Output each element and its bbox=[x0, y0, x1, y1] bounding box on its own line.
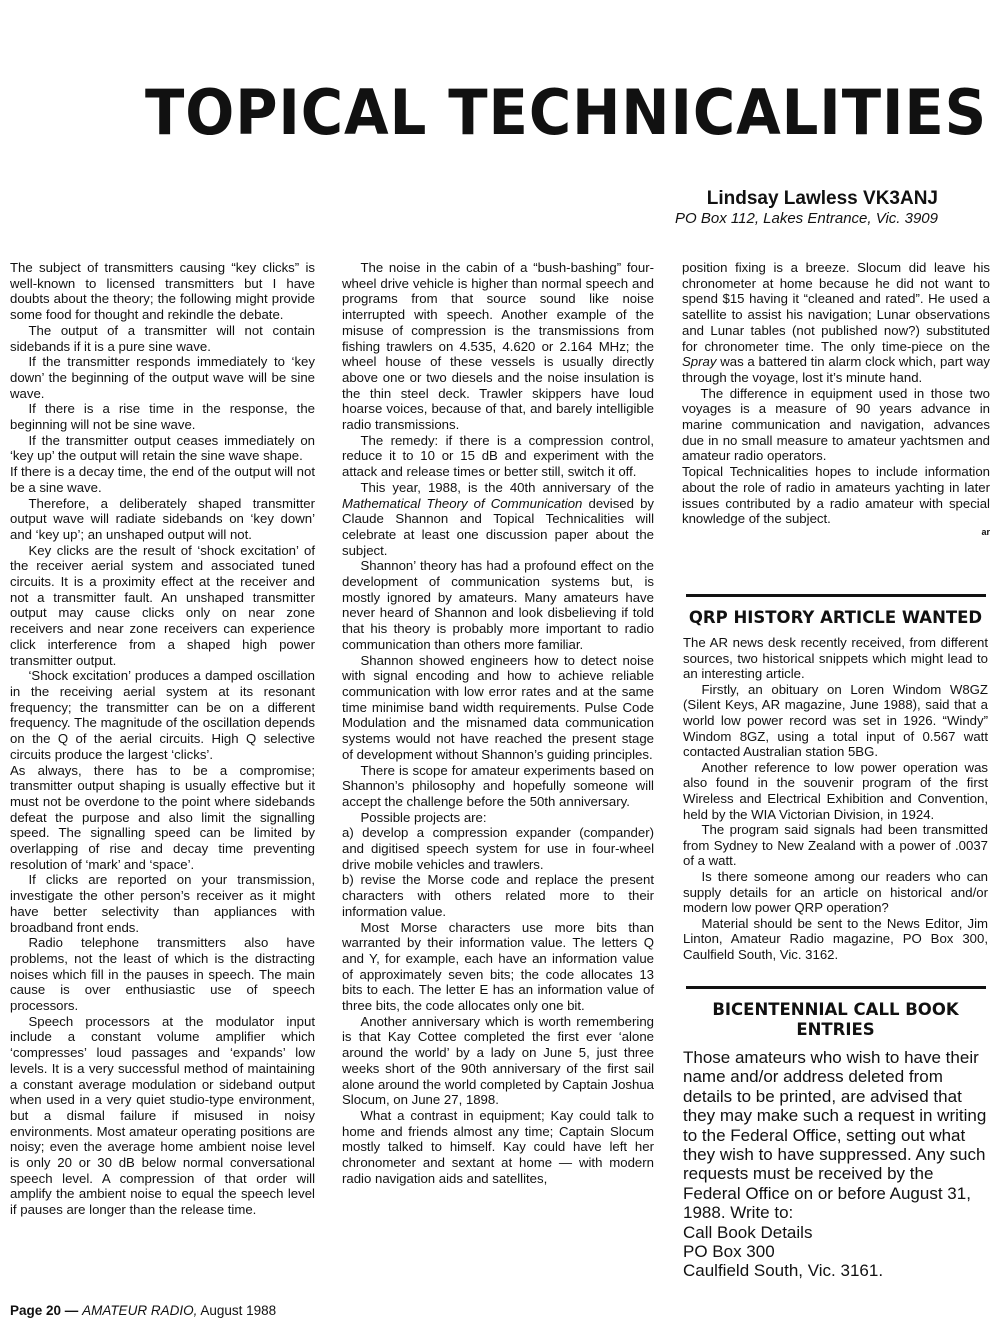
paragraph: If there is a rise time in the response, the beginning will not be sine wave. bbox=[10, 401, 315, 433]
page-title: TOPICAL TECHNICALITIES bbox=[145, 76, 988, 149]
publication-name: AMATEUR RADIO, bbox=[82, 1303, 198, 1318]
paragraph: The noise in the cabin of a “bush-bashing” four-wheel drive vehicle is higher than normal speech and programs from that source sound like noise interrupted with speech. Another example of the misuse of compression is the transmissions from fishing trawlers on 4.535, 4.620 or 2.164 MHz; the wheel house of these vessels is usually directly above one or two diesels and the noise insulation is the thin steel deck. Trawler skippers have loud hoarse voices, because of that, and barely intelligible radio transmissions. bbox=[342, 260, 654, 433]
callbook-heading: BICENTENNIAL CALL BOOK ENTRIES bbox=[712, 1000, 959, 1039]
page-number: Page 20 — bbox=[10, 1303, 79, 1318]
qrp-history-box bbox=[683, 608, 988, 962]
paragraph: The difference in equipment used in those two voyages is a measure of 90 years advance in marine communication and navigation, advances due in no small measure to amateur yachtsmen and amateur radio operators. bbox=[682, 385, 990, 464]
paragraph bbox=[342, 480, 654, 559]
callbook-text: Those amateurs who wish to have their name and/or address deleted from details to be printed, are advised that they may make such a request in writing to the Federal Office, setting out what they wish to have suppressed. Any such requests must be received by the Federal Office on or before August 31, 1988. Write to: bbox=[683, 1048, 987, 1223]
issue-date: August 1988 bbox=[200, 1303, 277, 1318]
section-divider bbox=[686, 986, 986, 989]
paragraph: If the transmitter responds immediately to ‘key down’ the beginning of the output wave will be sine wave. bbox=[10, 354, 315, 401]
paragraph: Is there someone among our readers who can supply details for an article on historical and/or modern low power QRP operation? bbox=[683, 868, 988, 916]
callbook-address-line: PO Box 300 bbox=[683, 1242, 775, 1262]
callbook-address-line: Caulfield South, Vic. 3161. bbox=[683, 1261, 884, 1281]
section-divider bbox=[686, 594, 986, 597]
text-run: was a battered tin alarm clock which, part way through the voyage, lost it’s minute hand. bbox=[682, 354, 990, 385]
callbook-box bbox=[683, 1000, 988, 1281]
paragraph: Radio telephone transmitters also have problems, not the least of which is the distracting noises which fill in the pauses in speech. The main cause is over enthusiastic use of speech processors. bbox=[10, 935, 315, 1014]
text-run: time-piece on the bbox=[882, 338, 990, 354]
paragraph: position fixing is a breeze. Slocum did leave his chronometer at home because he did not want to spend $15 having it “cleaned and rated”. He used a satellite to assist his navigation; Lunar observations and Lunar tables (not published now?) substituted for chronometer time. The only time-piece on the Spray was a battered tin alarm clock which, part way through the voyage, lost it’s minute hand. bbox=[682, 260, 990, 385]
italic-title: Mathematical Theory of Communication bbox=[342, 495, 583, 511]
paragraph: There is scope for amateur experiments based on Shannon’s philosophy and hopefully someone will accept the challenge before the 50th anniversary. bbox=[342, 762, 654, 809]
paragraph: If there is a decay time, the end of the output will not be a sine wave. bbox=[10, 464, 315, 495]
paragraph: Most Morse characters use more bits than warranted by their information value. The letters Q and Y, for example, each have an information value of approximately seven bits; the code allocates 13 bits to each. The letter E has an information value of three bits, the code allocates only one bit. bbox=[342, 919, 654, 1014]
article-column-3 bbox=[682, 260, 990, 537]
paragraph: Topical Technicalities hopes to include information about the role of radio in amateurs yachting in later issues contributed by a radio amateur with special knowledge of the subject. bbox=[682, 464, 990, 527]
paragraph: The output of a transmitter will not contain sidebands if it is a pure sine wave. bbox=[10, 322, 315, 354]
italic-ship-name: Spray bbox=[682, 354, 717, 370]
author-address: PO Box 112, Lakes Entrance, Vic. 3909 bbox=[675, 210, 938, 227]
article-column-2 bbox=[342, 260, 654, 1186]
paragraph: Therefore, a deliberately shaped transmitter output wave will radiate sidebands on ‘key down’ and ‘key up’; an unshaped output will not. bbox=[10, 495, 315, 542]
paragraph: If the transmitter output ceases immediately on ‘key up’ the output will retain the sine wave shape. bbox=[10, 432, 315, 464]
end-mark: ar bbox=[981, 526, 990, 537]
text-run: This year, 1988, is the 40th anniversary of the bbox=[360, 479, 654, 495]
paragraph: Another reference to low power operation was also found in the souvenir program of the first Wireless and Electrical Exhibition and Convention, held by the WIA Victorian Division, in 1924. bbox=[683, 759, 988, 822]
paragraph: Another anniversary which is worth remembering is that Kay Cottee completed the first ever ‘alone around the world’ by a lady on June 5, just three weeks short of the 90th anniversary of the first sail alone around the world completed by Captain Joshua Slocum, on June 27, 1898. bbox=[342, 1013, 654, 1108]
paragraph: Material should be sent to the News Editor, Jim Linton, Amateur Radio magazine, PO Box 300, Caulfield South, Vic. 3162. bbox=[683, 915, 988, 962]
article-column-1 bbox=[10, 260, 315, 1218]
text-run: devised by Claude Shannon and Topical Technicalities will celebrate at least one discussion paper about the subject. bbox=[342, 495, 654, 558]
qrp-heading: QRP HISTORY ARTICLE WANTED bbox=[688, 608, 983, 627]
paragraph: ‘Shock excitation’ produces a damped oscillation in the receiving aerial system at its resonant frequency; the transmitter can be on a different frequency. The magnitude of the oscillation depends on the Q of the aerial circuits. High Q selective circuits produce the largest ‘clicks’. bbox=[10, 668, 315, 762]
paragraph: If clicks are reported on your transmission, investigate the other person’s receiver as it might have better selectivity than appliances with broadband front ends. bbox=[10, 872, 315, 935]
paragraph: a) develop a compression expander (compander) and digitised speech system for use in four-wheel drive mobile vehicles and trawlers. bbox=[342, 825, 654, 872]
paragraph: As always, there has to be a compromise; transmitter output shaping is usually effective but it must not be overdone to the point where sidebands defeat the purpose and also limit the signalling speed. The signalling speed can be limited by overlapping of rise and decay time preventing resolution of ‘mark’ and ‘space’. bbox=[10, 762, 315, 872]
paragraph: Shannon’ theory has had a profound effect on the development of communication systems but, is mostly ignored by amateurs. Many amateurs have never heard of Shannon and look disbelieving if told that his theory is probably more important to radio communication than others more familiar. bbox=[342, 558, 654, 652]
paragraph: Firstly, an obituary on Loren Windom W8GZ (Silent Keys, AR magazine, June 1988), said that a world low power record was set in 1926. “Windy” Windom 8GZ, using a total input of 0.567 watt contacted Australian station 5BG. bbox=[683, 681, 988, 760]
page-footer bbox=[10, 1302, 276, 1320]
paragraph: What a contrast in equipment; Kay could talk to home and friends almost any time; Captain Slocum mostly talked to himself. Kay could have left her chronometer and sextant at home — with modern radio navigation aids and satellites, bbox=[342, 1107, 654, 1186]
paragraph: Possible projects are: bbox=[360, 809, 487, 825]
paragraph: The program said signals had been transmitted from Sydney to New Zealand with a power of .0037 of a watt. bbox=[683, 822, 988, 869]
author-byline bbox=[675, 188, 938, 228]
author-name: Lindsay Lawless VK3ANJ bbox=[706, 188, 938, 209]
paragraph: Key clicks are the result of ‘shock excitation’ of the receiver aerial system and associated tuned circuits. It is a proximity effect at the receiver and not a transmitter fault. An unshaped transmitter output may cause clicks only on near zone receivers and near zone receivers can experience click interference from a shaped high power transmitter output. bbox=[10, 542, 315, 668]
paragraph: Shannon showed engineers how to detect noise with signal encoding and how to achieve reliable communication with low error rates and at the same time minimise band width requirements. Pulse Code Modulation and the misnamed data communication systems would not have reached the present stage of development without Shannon’s guiding principles. bbox=[342, 652, 654, 762]
paragraph: The subject of transmitters causing “key clicks” is well-known to licensed transmitters but I have doubts about the theory; the following might provide some food for thought and rekindle the debate. bbox=[10, 260, 315, 323]
paragraph: b) revise the Morse code and replace the present characters with others related more to their information value. bbox=[342, 872, 654, 919]
callbook-address-line: Call Book Details bbox=[683, 1222, 813, 1242]
paragraph: The remedy: if there is a compression control, reduce it to 10 or 15 dB and experiment with the attack and release times or better still, switch it off. bbox=[342, 432, 654, 480]
paragraph: The AR news desk recently received, from different sources, two historical snippets which might lead to an interesting article. bbox=[683, 635, 988, 682]
paragraph: Speech processors at the modulator input include a constant volume amplifier which ‘compresses’ loud passages and ‘expands’ low levels. It is a very successful method of maintaining a constant average modulation or sideband output when used in a very quiet studio-type environment, but a dismal failure if misused in noisy environments. Most amateur operating positions are noisy; even the average home ambient noise level is only 20 or 30 dB below normal conversational speech level. A compression of that order will amplify the ambient noise to equal the speech level if pauses are longer than the release time. bbox=[10, 1013, 315, 1218]
